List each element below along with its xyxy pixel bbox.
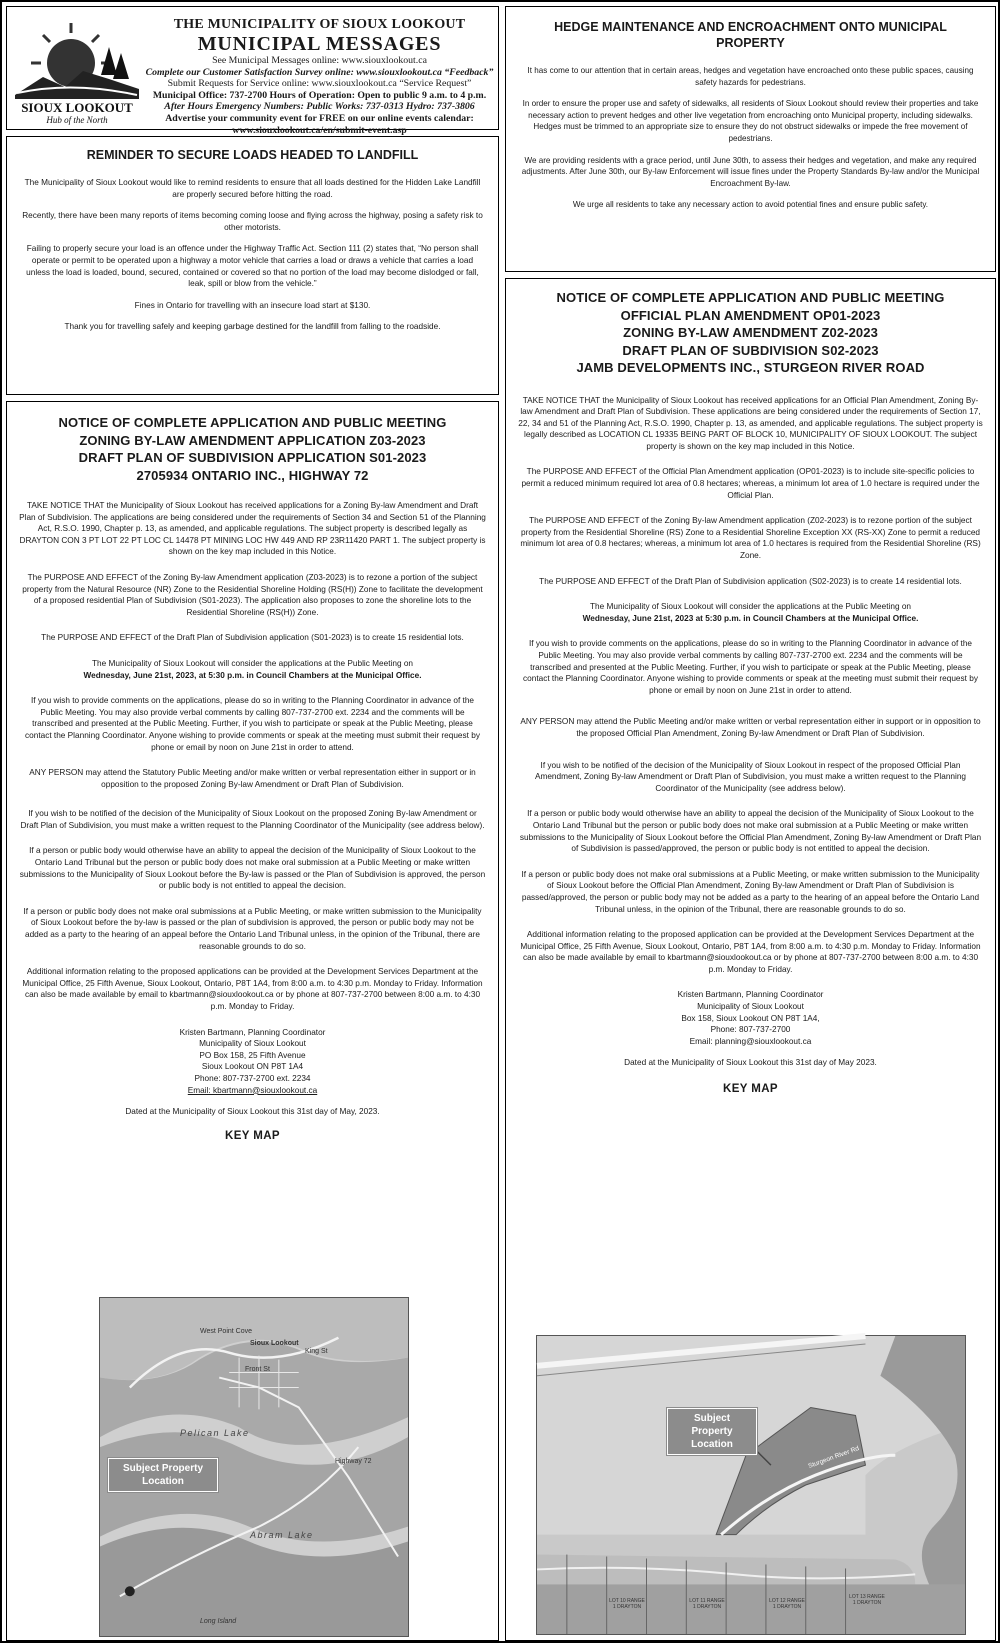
email-link[interactable]: Email: planning@siouxlookout.ca xyxy=(689,1036,812,1046)
email-link[interactable]: Email: kbartmann@siouxlookout.ca xyxy=(187,1085,318,1095)
page-title: MUNICIPAL MESSAGES xyxy=(197,33,442,55)
map-place-label: LOT 10 RANGE 1 DRAYTON xyxy=(609,1598,645,1610)
z03-meeting-date: Wednesday, June 21st, 2023, at 5:30 p.m. in Council Chambers at the Municipal Office. xyxy=(83,670,422,680)
z03-paragraph: TAKE NOTICE THAT the Municipality of Sioux Lookout has received applications for a Zoning By-law Amendment and Draft Plan of Subdivision. The applications are being considered under the requirements of Section 34 and Section 51 of the Planning Act, R.S.O. 1990, Chapter p. 13, as amended, and applicable regulations. The subject property is described legally as DRAYTON CON 3 PT LOT 22 PT LOC CL 14478 PT MINING LOC HW 449 AND RP 23R11420 PART 1. The subject property is shown on the key map included in this Notice. xyxy=(19,501,486,557)
op01-title-line: DRAFT PLAN OF SUBDIVISION S02-2023 xyxy=(622,342,879,358)
hedge-notice xyxy=(505,6,996,272)
hedge-paragraph: We urge all residents to take any necessary action to avoid potential fines and ensure public safety. xyxy=(572,200,929,210)
op01-title xyxy=(518,289,983,377)
header-line: See Municipal Messages online: www.siouxlookout.ca xyxy=(212,55,427,66)
contact-line: Municipality of Sioux Lookout xyxy=(199,1039,306,1049)
z03-key-map xyxy=(99,1297,409,1637)
z03-subject-property-label: Subject Property Location xyxy=(108,1458,218,1492)
op01-2023-notice xyxy=(505,278,996,1641)
map-place-label: Long Island xyxy=(200,1618,237,1625)
map-place-label: West Point Cove xyxy=(200,1328,253,1335)
op01-paragraph: If you wish to be notified of the decision of the Municipality of Sioux Lookout in respect of the proposed Official Plan Amendment, Zoning By-law Amendment or Draft Plan of Subdivision, you must make a written request to the Planning Coordinator of the Municipality (see address below). xyxy=(534,760,967,793)
op01-paragraph: If a person or public body would otherwise have an ability to appeal the decision of the Municipality of Sioux Lookout to the Ontario Land Tribunal but the person or public body does not make oral submission at a Public Meeting or make written submissions to the Municipality of Sioux Lookout before the Official Plan Amendment, Zoning By-law Amendment or Draft Plan of Subdivision is passed/approved, the person or public body is not entitled to appeal the decision. xyxy=(519,809,982,854)
z03-paragraph: ANY PERSON may attend the Statutory Public Meeting and/or make written or verbal representation either in support or in opposition to the proposed Zoning By-law Amendment or Draft Plan of Subdivision. xyxy=(29,768,476,789)
map-place-label: Pelican Lake xyxy=(180,1428,250,1438)
z03-dated: Dated at the Municipality of Sioux Lookout this 31st day of May, 2023. xyxy=(125,1107,380,1117)
z03-title-line: 2705934 ONTARIO INC., HIGHWAY 72 xyxy=(136,467,369,483)
op01-paragraph: The PURPOSE AND EFFECT of the Official Plan Amendment application (OP01-2023) is to include site-specific policies to permit a reduced minimum required lot area of 0.8 hectares; whereas, a minimum lot area of 1.0 hectare is required under the Official Plan. xyxy=(521,467,980,500)
header-line: Municipal Office: 737-2700 Hours of Operation: Open to public 9 a.m. to 4 p.m. xyxy=(152,89,487,101)
municipal-messages-header xyxy=(6,6,499,136)
op01-key-map-title: KEY MAP xyxy=(723,1083,778,1096)
op01-subject-property-label: Subject Property Location xyxy=(667,1408,757,1455)
z03-contact-block xyxy=(19,1027,486,1097)
hedge-title: HEDGE MAINTENANCE AND ENCROACHMENT ONTO MUNICIPAL PROPERTY xyxy=(554,20,947,50)
op01-meeting-intro: The Municipality of Sioux Lookout will consider the applications at the Public Meeting on xyxy=(589,602,911,612)
op01-paragraph: The PURPOSE AND EFFECT of the Draft Plan of Subdivision application (S02-2023) is to create 14 residential lots. xyxy=(539,576,962,586)
z03-title xyxy=(19,414,486,484)
header-text xyxy=(145,17,494,136)
svg-text:Hub of the North: Hub of the North xyxy=(46,115,108,125)
z03-paragraph: Additional information relating to the proposed applications can be provided at the Development Services Department at the Municipal Office, 25 Fifth Avenue, Sioux Lookout, Ontario, P8T 1A4, from 8:00 a.m. to 4:30 p.m. Monday to Friday. Information can also be made available by email to kbartmann@siouxlookout.ca or by phone at 807-737-2700 between 8:00 a.m. to 4:30 p.m. Monday to Friday. xyxy=(22,967,483,1011)
contact-line: Box 158, Sioux Lookout ON P8T 1A4, xyxy=(681,1013,820,1023)
map-place-label: LOT 11 RANGE 1 DRAYTON xyxy=(689,1598,725,1610)
loads-title: REMINDER TO SECURE LOADS HEADED TO LANDFILL xyxy=(86,148,419,162)
op01-paragraph: If a person or public body does not make oral submissions at a Public Meeting, or make written submission to the Municipality of Sioux Lookout before the Official Plan Amendment, Zoning By-law Amendment or Draft Plan of Subdivision is passed/approved, the person or public body may not be added as a party to the hearing of an appeal before the Ontario Land Tribunal unless, in the opinion of the Tribunal, there are reasonable grounds to do so. xyxy=(521,869,980,914)
z03-paragraph: The PURPOSE AND EFFECT of the Zoning By-law Amendment application (Z03-2023) is to rezone a portion of the subject property from the Natural Resource (NR) Zone to the Residential Shoreline Holding (RS(H)) Zone to facilitate the development of a proposed residential Plan of Subdivision (S01-2023). The application also proposes to zone the shoreline lots to the Residential Shoreline (RS(H)) Zone. xyxy=(22,572,483,617)
map-place-label: King St xyxy=(305,1348,328,1355)
map-place-label: Sioux Lookout xyxy=(250,1340,299,1347)
op01-dated: Dated at the Municipality of Sioux Lookout this 31st day of May 2023. xyxy=(624,1058,877,1068)
z03-paragraph: The PURPOSE AND EFFECT of the Draft Plan of Subdivision application (S01-2023) is to create 15 residential lots. xyxy=(41,633,464,643)
map-place-label: LOT 13 RANGE 1 DRAYTON xyxy=(849,1594,885,1606)
contact-line: Kristen Bartmann, Planning Coordinator xyxy=(179,1027,326,1037)
op01-key-map xyxy=(536,1335,966,1635)
map-place-label: Sturgeon River Rd xyxy=(807,1445,861,1470)
op01-meeting xyxy=(518,601,983,624)
loads-paragraph: The Municipality of Sioux Lookout would like to remind residents to ensure that all loads destined for the Hidden Lake Landfill are properly secured before hitting the road. xyxy=(24,178,481,199)
map-place-label: LOT 12 RANGE 1 DRAYTON xyxy=(769,1598,805,1610)
contact-line: Phone: 807-737-2700 ext. 2234 xyxy=(194,1073,311,1083)
loads-paragraph: Thank you for travelling safely and keeping garbage destined for the landfill from falling to the roadside. xyxy=(64,322,441,332)
municipality-name: THE MUNICIPALITY OF SIOUX LOOKOUT xyxy=(173,17,466,32)
op01-meeting-date: Wednesday, June 21st, 2023 at 5:30 p.m. in Council Chambers at the Municipal Office. xyxy=(582,613,919,623)
op01-paragraph: ANY PERSON may attend the Public Meeting and/or make written or verbal representation either in support or in opposition to the proposed Official Plan Amendment, Zoning By-law Amendment or Draft Plan of Subdivision. xyxy=(520,717,981,738)
op01-paragraph: TAKE NOTICE THAT the Municipality of Sioux Lookout has received applications for an Official Plan Amendment, Zoning By-law Amendment and Draft Plan of Subdivision. These applications are being considered under the requirements of Section 17, 22, 34 and 51 of the Planning Act, R.S.O. 1990, Chapter p. 13, as amended, and applicable regulations. The subject property is legally described as LOCATION CL 19335 BEING PART OF BLOCK 10, MUNICIPALITY OF SIOUX LOOKOUT. The subject property is shown on the key map included in this Notice. xyxy=(518,395,983,451)
z03-title-line: ZONING BY-LAW AMENDMENT APPLICATION Z03-2023 xyxy=(79,432,426,448)
map-place-label: Abram Lake xyxy=(250,1530,314,1540)
z03-2023-notice xyxy=(6,401,499,1641)
sioux-lookout-logo xyxy=(13,17,141,125)
op01-title-line: ZONING BY-LAW AMENDMENT Z02-2023 xyxy=(623,325,878,340)
svg-text:SIOUX LOOKOUT: SIOUX LOOKOUT xyxy=(21,100,133,115)
z03-title-line: DRAFT PLAN OF SUBDIVISION APPLICATION S01-2023 xyxy=(78,450,427,465)
map-place-label: Highway 72 xyxy=(335,1458,372,1465)
hedge-paragraph: In order to ensure the proper use and safety of sidewalks, all residents of Sioux Lookout should review their properties and take necessary action to prevent hedges and other live vegetation from encroaching onto Municipal property, including sidewalks. Hedges must be trimmed to an appropriate size to ensure they do not obstruct sidewalks or impede the free movement of pedestrians. xyxy=(522,99,979,143)
contact-line: Sioux Lookout ON P8T 1A4 xyxy=(201,1062,304,1072)
loads-paragraph: Fines in Ontario for travelling with an insecure load start at $130. xyxy=(134,300,371,310)
z03-paragraph: If a person or public body would otherwise have an ability to appeal the decision of the Municipality of Sioux Lookout to the Ontario Land Tribunal but the person or public body does not make oral submission at a Public Meeting or make written submissions to the Municipality of Sioux Lookout before the By-law is passed or the Plan of Subdivision is approved, the person or public body is not entitled to appeal the decision. xyxy=(19,846,486,891)
header-line: Advertise your community event for FREE on our online events calendar: xyxy=(165,112,474,124)
header-line: www.siouxlookout.ca/en/submit-event.asp xyxy=(232,124,407,136)
contact-line: PO Box 158, 25 Fifth Avenue xyxy=(199,1050,306,1060)
landfill-loads-notice xyxy=(6,136,499,395)
contact-line: Kristen Bartmann, Planning Coordinator xyxy=(677,990,824,1000)
header-line: Submit Requests for Service online: www.siouxlookout.ca “Service Request” xyxy=(167,78,472,90)
loads-paragraph: Recently, there have been many reports of items becoming coming loose and flying across the highway, posing a safety risk to other motorists. xyxy=(22,211,483,232)
op01-paragraph: Additional information relating to the proposed application can be provided at the Development Services Department at the Municipal Office, 25 Fifth Avenue, Sioux Lookout, Ontario, P8T 1A4, from 8:00 a.m. to 4:30 p.m. Monday to Friday. Information can also be made available by email to kbartmann@siouxlookout.ca or by phone at 807-737-2700 between 8:00 a.m. to 4:30 p.m. Monday to Friday. xyxy=(520,930,981,974)
op01-paragraph: The PURPOSE AND EFFECT of the Zoning By-law Amendment application (Z02-2023) is to rezone portion of the subject property from the Residential Shoreline (RS) Zone to a Residential Shoreline Exception XX (RS-XX) Zone to permit a reduced minimum lot area of 0.8 hectares; whereas, a minimum lot area of 1.0 hectares is required from the Residential Shoreline (RS) Zone. xyxy=(520,516,981,561)
op01-paragraph: If you wish to provide comments on the applications, please do so in writing to the Planning Coordinator in advance of the Public Meeting. You may also provide verbal comments by calling 807-737-2700 ext. 2234 and the comments will be transcribed and presented at the Public Meeting. Further, if you wish to participate or speak at the Public Meeting, please contact the Planning Coordinator. Anyone wishing to provide comments or speak at the meeting must submit their request by phone or email by noon on June 21st in order to attend. xyxy=(523,639,978,695)
z03-paragraph: If you wish to be notified of the decision of the Municipality of Sioux Lookout on the proposed Zoning By-law Amendment or Draft Plan of Subdivision, you must make a written request to the Planning Coordinator of the Municipality (see address below). xyxy=(20,809,485,830)
hedge-paragraph: We are providing residents with a grace period, until June 30th, to assess their hedges and vegetation, and make any required adjustments. After June 30th, our By-law Enforcement will issue fines under the Property Standards By-law and/or the Municipal Encroachment By-law. xyxy=(521,155,980,188)
map-place-label: Front St xyxy=(245,1366,270,1373)
z03-key-map-title: KEY MAP xyxy=(225,1129,280,1142)
header-line: Complete our Customer Satisfaction Survey online: www.siouxlookout.ca “Feedback” xyxy=(145,66,494,78)
op01-map-graphic xyxy=(537,1336,965,1634)
z03-meeting xyxy=(19,658,486,681)
op01-title-line: JAMB DEVELOPMENTS INC., STURGEON RIVER ROAD xyxy=(576,360,925,375)
z03-paragraph: If you wish to provide comments on the applications, please do so in writing to the Planning Coordinator in advance of the Public Meeting. You may also provide verbal comments by calling 807-737-2700 ext. 2234 and the comments will be transcribed and presented at the Public Meeting. Further, if you wish to participate or speak at the Public Meeting, please contact the Planning Coordinator. Anyone wishing to provide comments or speak at the meeting must submit their request by phone or email by noon on June 21st in order to attend. xyxy=(25,696,480,752)
contact-line: Phone: 807-737-2700 xyxy=(710,1025,791,1035)
z03-meeting-intro: The Municipality of Sioux Lookout will consider the applications at the Public Meeting on xyxy=(91,658,413,668)
contact-line: Municipality of Sioux Lookout xyxy=(697,1002,804,1012)
op01-title-line: NOTICE OF COMPLETE APPLICATION AND PUBLIC MEETING xyxy=(556,290,945,305)
z03-paragraph: If a person or public body does not make oral submissions at a Public Meeting, or make written submission to the Municipality of Sioux Lookout before the by-law is passed or the plan of subdivision is approved, the person or public body may not be added as a party to the hearing of an appeal before the Ontario Land Tribunal unless, in the opinion of the Tribunal, there are reasonable grounds to do so. xyxy=(23,906,482,951)
hedge-paragraph: It has come to our attention that in certain areas, hedges and vegetation have encroached onto these public spaces, causing safety hazards for pedestrians. xyxy=(527,66,974,87)
loads-paragraph: Failing to properly secure your load is an offence under the Highway Traffic Act. Section 111 (2) states that, “No person shall operate or permit to be operated upon a highway a motor vehicle that carries a load or draws a vehicle that carries a load unless the load is loaded, bound, secured, contained or covered so that no portion of the load may become dislodged or fall, leak, spill or blow from the vehicle.” xyxy=(26,244,479,289)
op01-title-line: OFFICIAL PLAN AMENDMENT OP01-2023 xyxy=(620,307,881,323)
op01-contact-block xyxy=(518,989,983,1047)
z03-title-line: NOTICE OF COMPLETE APPLICATION AND PUBLIC MEETING xyxy=(58,415,447,430)
header-line: After Hours Emergency Numbers: Public Works: 737-0313 Hydro: 737-3806 xyxy=(164,101,475,113)
